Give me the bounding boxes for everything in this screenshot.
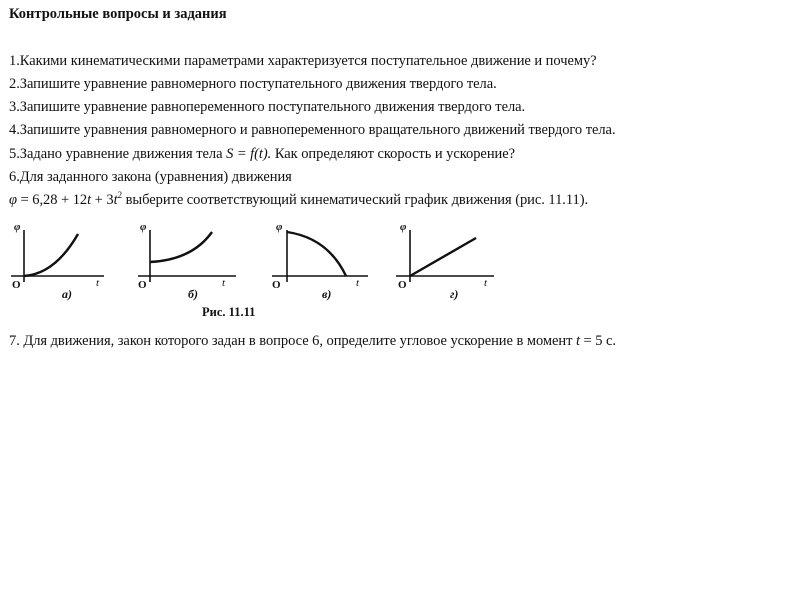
equation-t1: t: [87, 192, 92, 208]
phi-label-c: φ: [276, 221, 283, 233]
panel-label-a: а): [62, 287, 72, 301]
origin-label-b: O: [138, 279, 147, 291]
question-7-tail: = 5 с.: [579, 333, 616, 349]
phi-symbol: φ: [9, 192, 17, 208]
question-5-tail: Как определяют скорость и ускорение?: [271, 146, 516, 162]
panel-d-graph: [396, 230, 494, 282]
question-4: 4.Запишите уравнения равномерного и равнопеременного вращательного движений твердого тела.: [9, 122, 616, 138]
question-2: 2.Запишите уравнение равномерного поступательного движения твердого тела.: [9, 76, 497, 92]
panel-label-d: г): [450, 287, 459, 301]
question-5-text: 5.Задано уравнение движения тела: [9, 146, 227, 162]
t-label-a: t: [96, 277, 100, 289]
panel-c-graph: [272, 230, 368, 282]
question-1: 1.Какими кинематическими параметрами характеризуется поступательное движение и почему?: [9, 53, 597, 69]
equation-part-b: + 3: [91, 192, 114, 208]
equation-power: 2: [117, 190, 123, 200]
origin-label-d: O: [398, 279, 407, 291]
equation-part-a: = 6,28 + 12: [16, 192, 88, 208]
panel-label-c: в): [322, 287, 332, 301]
panel-label-b: б): [188, 287, 198, 301]
question-7-t: t: [575, 333, 580, 349]
question-5-formula: S = f(t).: [226, 146, 272, 162]
page-title: Контрольные вопросы и задания: [9, 6, 227, 22]
t-label-b: t: [222, 277, 226, 289]
question-6-equation: [9, 192, 588, 209]
question-7-text: 7. Для движения, закон которого задан в вопросе 6, определите угловое ускорение в момент: [9, 333, 576, 349]
t-label-c: t: [356, 277, 360, 289]
phi-label-b: φ: [140, 221, 147, 233]
equation-t2: t: [113, 192, 118, 208]
question-5: [9, 146, 515, 163]
panel-a-graph: [11, 230, 104, 282]
question-6: 6.Для заданного закона (уравнения) движения: [9, 169, 292, 185]
figure-11-11: [0, 214, 500, 322]
phi-label-d: φ: [400, 221, 407, 233]
origin-label-a: O: [12, 279, 21, 291]
origin-label-c: O: [272, 279, 281, 291]
t-label-d: t: [484, 277, 488, 289]
phi-label-a: φ: [14, 221, 21, 233]
figure-caption: Рис. 11.11: [202, 305, 256, 319]
equation-tail: выберите соответствующий кинематический график движения (рис. 11.11).: [122, 192, 589, 208]
question-3: 3.Запишите уравнение равнопеременного поступательного движения твердого тела.: [9, 99, 526, 115]
question-7: [9, 333, 616, 350]
panel-b-graph: [138, 230, 236, 282]
